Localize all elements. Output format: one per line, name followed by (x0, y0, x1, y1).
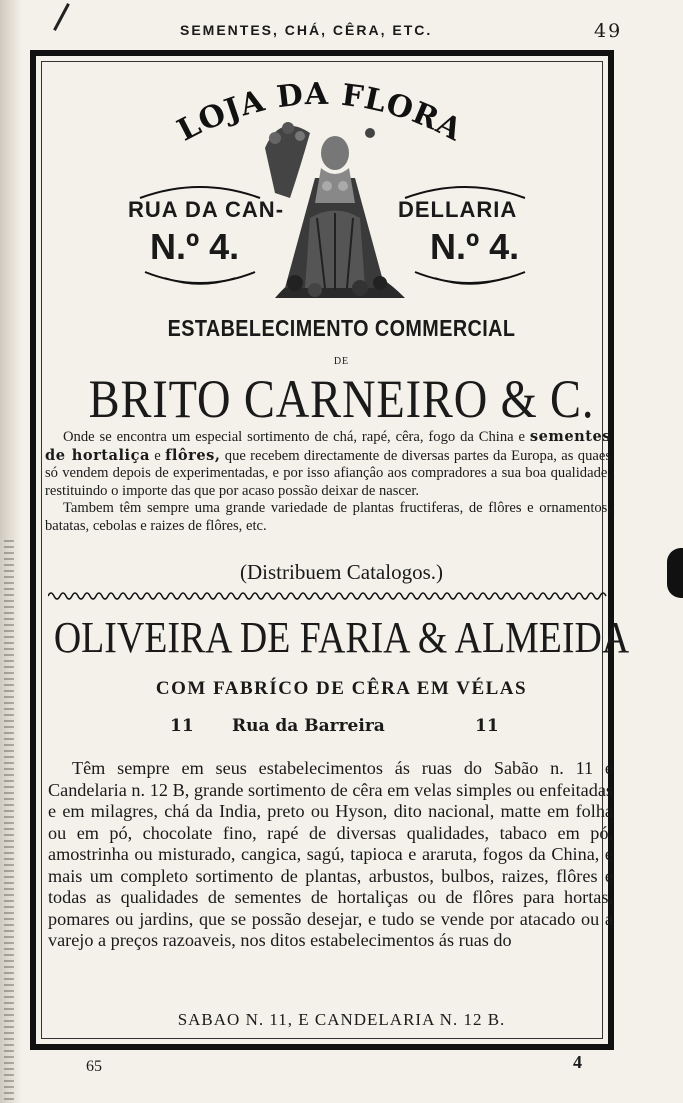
ad1-para-mid: e (154, 447, 161, 464)
establishment-heading: ESTABELECIMENTO COMMERCIAL (167, 315, 516, 341)
signature-mark-right: 4 (573, 1052, 582, 1072)
ad1-bold-flores: flôres, (165, 446, 221, 464)
wavy-divider (48, 590, 610, 602)
running-head-title: SEMENTES, CHÁ, CÊRA, ETC. (180, 22, 433, 38)
street-name-right: DELLARIA (398, 197, 518, 222)
ornament-curve-right-bottom (410, 268, 530, 290)
signature-mark-left: 65 (86, 1058, 102, 1075)
page-binding-edge (0, 0, 22, 1103)
ornament-curve-right-top (400, 180, 530, 200)
ad1-para-a: Onde se encontra um especial sortimento de chá, rapé, cêra, fogo da China e (63, 429, 525, 445)
address-street: Rua da Barreira (232, 716, 385, 736)
firm-name-brito: BRITO CARNEIRO & C. (88, 369, 595, 429)
street-number-left: N.º 4. (150, 226, 240, 267)
shop-name: LOJA DA FLORA (171, 76, 469, 149)
address-number-right: 11 (475, 716, 499, 736)
pen-mark (53, 3, 70, 31)
ad1-paragraph (45, 428, 611, 536)
ad2-paragraph (48, 758, 613, 952)
ad2-footer-address: SABAO N. 11, E CANDELARIA N. 12 B. (177, 1010, 506, 1029)
catalog-note: (Distribuem Catalogos.) (240, 560, 443, 584)
address-number-left: 11 (170, 716, 194, 736)
page-number: 49 (594, 20, 623, 42)
ad1-para-b: que recebem directamente de diversas partes da Europa, as quaes só vendem depois de experimentadas, e por isso afiançâo aos compradores a sua boa qualidade, restituindo o importe das que por acaso possão deixar de nascer. (45, 447, 612, 499)
ornament-curve-left-bottom (140, 268, 260, 290)
ad1-bold-sementes: sementes de hortaliça (45, 428, 611, 464)
firm-name-oliveira: OLIVEIRA DE FARIA & ALMEIDA (53, 613, 630, 662)
ad2-body: Têm sempre em seus estabelecimentos ás ruas do Sabão n. 11 e Candelaria n. 12 B, grande sortimento de cêra em velas simples ou enfeitadas e em milagres, chá da India, preto ou Hyson, dito nacional, matte em folha ou em pó, chocolate fino, rapé de diversas qualidades, tabaco em pó, amostrinha ou misturado, cangica, sagú, tapioca e araruta, fogos da China, e mais um completo sortimento de plantas, arbustos, bulbos, raizes, flôres e todas as qualidades de sementes de hortaliças ou de flôres para hortas, pomares ou jardins, que se possão desejar, e tudo se vende por atacado ou a varejo a preços razoaveis, nos ditos estabelecimentos ás ruas do (48, 758, 613, 950)
ad2-address (170, 716, 500, 742)
de-word: DE (333, 356, 350, 367)
ornament-curve-left-top (135, 180, 265, 200)
street-number-right: N.º 4. (430, 226, 520, 267)
street-name-left: RUA DA CAN- (128, 197, 285, 222)
ad2-subtitle: COM FABRÍCO DE CÊRA EM VÉLAS (155, 678, 528, 699)
ad1-para-c: Tambem têm sempre uma grande variedade de plantas fructiferas, de flôres e ornamentos, batatas, cebolas e raizes de flôres, etc. (45, 500, 611, 534)
